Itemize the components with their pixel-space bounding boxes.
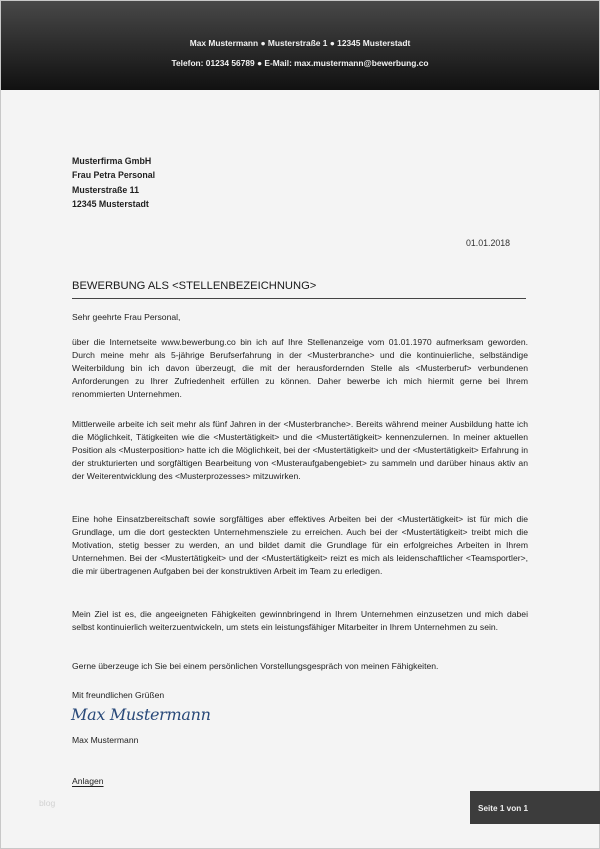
recipient-street: Musterstraße 11 <box>72 184 139 195</box>
body-paragraph-2: Mittlerweile arbeite ich seit mehr als fünf Jahren in der <Musterbranche>. Bereits während meiner Ausbildung hatte ich die Möglichkeit, Tätigkeiten wie die <Mustertätigkeit> und die <Mustertätigkeit> kennenzulernen. In meiner aktuellen Position als <Musterposition> hatte ich die Möglichkeit, bei der <Mustertätigkeit> und der <Mustertätigkeit> Erfahrung in der strukturierten und sorgfältigen Bearbeitung von <Musteraufgabengebiet> zu sammeln und darüber hinaus aktiv an der Weiterentwicklung des <Musterprozesses> mitzuwirken. <box>72 419 528 481</box>
handwritten-signature: Max Mustermann <box>71 705 211 724</box>
recipient-person: Frau Petra Personal <box>72 170 156 181</box>
letterhead-header <box>1 1 599 90</box>
recipient-city: 12345 Musterstadt <box>72 198 149 209</box>
watermark: blog <box>39 798 56 808</box>
subject-line: BEWERBUNG ALS <STELLENBEZEICHNUNG> <box>72 280 526 299</box>
body-paragraph-1: über die Internetseite www.bewerbung.co bin ich auf Ihre Stellenanzeige vom 01.01.1970 aufmerksam geworden. Durch meine mehr als 5-jährige Berufserfahrung in der <Musterbranche> und die kontinuierliche, selbständige Weiterbildung bin ich davon überzeugt, die mit der herausfordernden Stelle als <Musterberuf> verbundenen Anforderungen zu Ihrer Zufriedenheit erfüllen zu können. Daher bewerbe ich mich hiermit gerne bei Ihrem renommierten Unternehmen. <box>72 337 528 399</box>
attachments-label: Anlagen <box>72 776 104 786</box>
recipient-company: Musterfirma GmbH <box>72 156 152 166</box>
page-number-label: Seite 1 von 1 <box>478 804 529 813</box>
body-paragraph-5: Gerne überzeuge ich Sie bei einem persönlichen Vorstellungsgespräch von meinen Fähigkeiten. <box>72 661 439 671</box>
printed-name: Max Mustermann <box>72 735 139 745</box>
salutation: Sehr geehrte Frau Personal, <box>72 312 181 322</box>
letter-date: 01.01.2018 <box>466 238 511 248</box>
body-paragraph-3: Eine hohe Einsatzbereitschaft sowie sorgfältiges aber effektives Arbeiten bei der <Mustertätigkeit> ist für mich die Grundlage, um die dort gesteckten Unternehmensziele zu erreichen. Auch bei der <Mustertätigkeit> treibt mich die Motivation, stetig besser zu werden, an und bildet damit die Grundlage für ein erfolgreiches Arbeiten in Ihrem Unternehmen. Bei der <Mustertätigkeit> und der <Mustertätigkeit> reizt es mich als leidenschaftlicher <Teamsportler>, die mir übertragenen Aufgaben bei der konstruktiven Arbeit im Team zu erledigen. <box>72 514 528 576</box>
body-paragraph-4: Mein Ziel ist es, die angeeigneten Fähigkeiten gewinnbringend in Ihrem Unternehmen einzusetzen und mich dabei selbst kontinuierlich weiterzuentwickeln, um stets ein leistungsfähiger Mitarbeiter in Ihrem Unternehmen zu sein. <box>72 609 528 632</box>
recipient-address-block <box>72 154 155 211</box>
sender-contact: Telefon: 01234 56789 ● E-Mail: max.mustermann@bewerbung.co <box>171 58 429 68</box>
sender-address: Max Mustermann ● Musterstraße 1 ● 12345 Musterstadt <box>189 38 411 48</box>
closing-phrase: Mit freundlichen Grüßen <box>72 690 165 700</box>
page-number-footer <box>470 791 600 824</box>
